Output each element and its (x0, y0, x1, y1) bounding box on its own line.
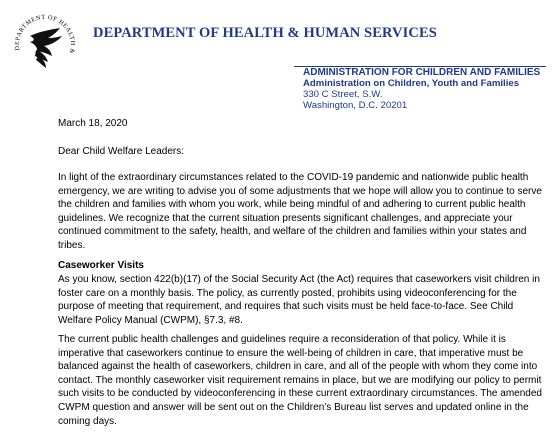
salutation: Dear Child Welfare Leaders: (58, 146, 184, 157)
address-city: Washington, D.C. 20201 (303, 100, 408, 111)
letter-date: March 18, 2020 (58, 118, 128, 129)
hhs-eagle-seal-icon (8, 6, 82, 80)
agency-block (303, 67, 540, 111)
section-heading: Caseworker Visits (58, 260, 144, 271)
hhs-seal (8, 6, 82, 80)
paragraph-caseworker-visits: As you know, section 422(b)(17) of the Social Security Act (the Act) requires that caseworkers visit children in foster care on a monthly basis. The policy, as currently posted, prohibits using videoconferencing for the purpose of meeting that requirement, and requires that such visits must be held face-to-face. See Child Welfare Policy Manual (CWPM), §7.3, #8. (58, 274, 540, 326)
paragraph-policy-change: The current public health challenges and guidelines require a reconsideration of that policy. While it is imperative that caseworkers continue to ensure the well-being of children in care, that imperative must be balanced against the health of caseworkers, children in care, and all of the people with whom they come into contact. The monthly caseworker visit requirement remains in place, but we are modifying our policy to permit such visits to be conducted by videoconferencing in these current extraordinary circumstances. The amended CWPM question and answer will be sent out on the Children’s Bureau list serves and updated online in the coming days. (58, 334, 542, 427)
paragraph-intro: In light of the extraordinary circumstances related to the COVID-19 pandemic and nationwide public health emergency, we are writing to advise you of some adjustments that we hope will allow you to continue to serve the children and families with whom you work, while being mindful of and adhering to current public health guidelines. We recognize that the current situation presents significant challenges, and appreciate your continued commitment to the safety, health, and welfare of the children and families within your states and tribes. (58, 172, 542, 251)
department-title: DEPARTMENT OF HEALTH & HUMAN SERVICES (93, 25, 437, 41)
svg-text:DEPARTMENT OF HEALTH & HUMAN S: DEPARTMENT OF HEALTH & (13, 13, 77, 55)
agency-name: ADMINISTRATION FOR CHILDREN AND FAMILIES (303, 67, 541, 78)
address-street: 330 C Street, S.W. (303, 89, 383, 100)
sub-agency-name: Administration on Children, Youth and Families (303, 78, 520, 89)
